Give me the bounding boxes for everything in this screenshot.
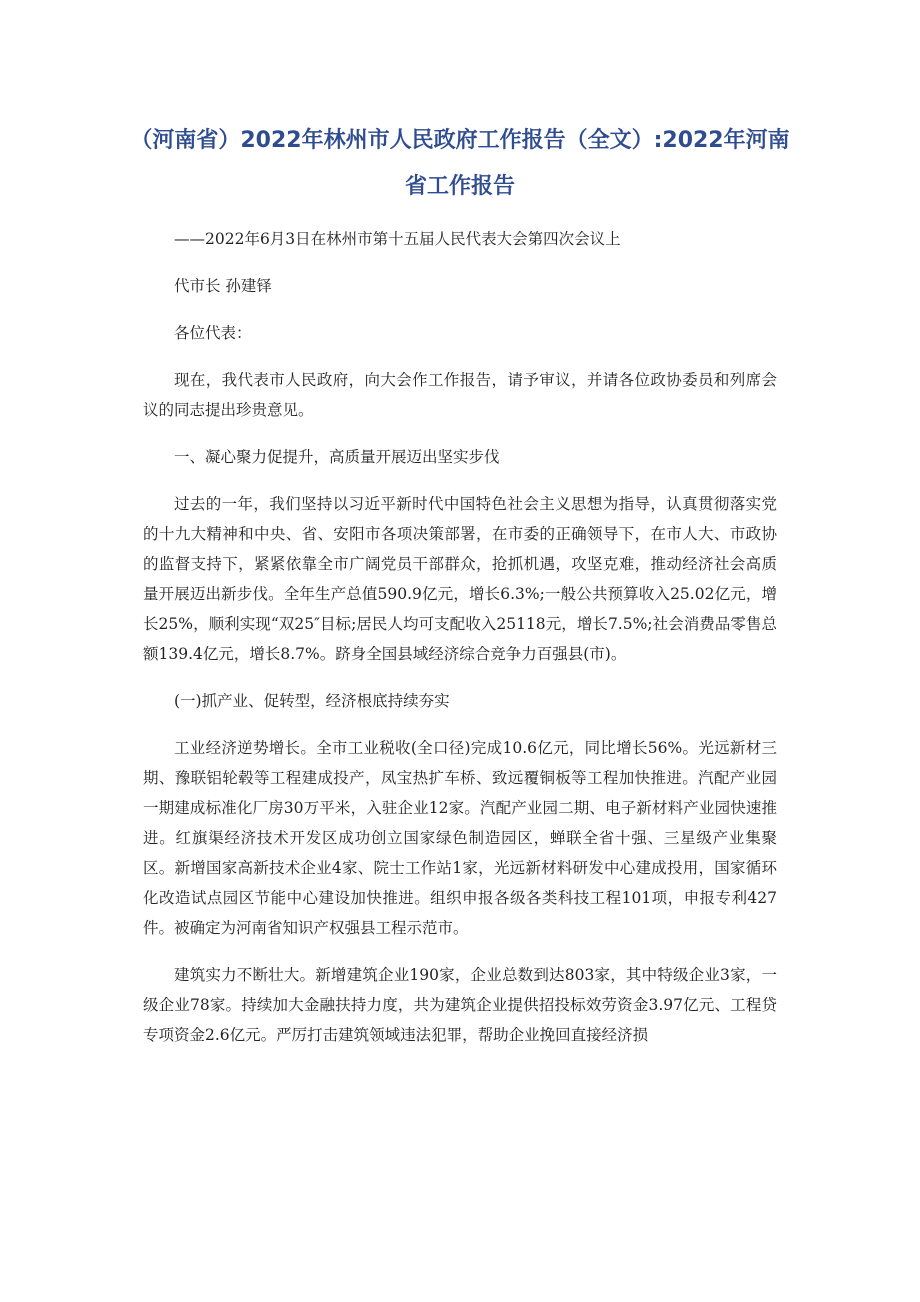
document-title: （河南省）2022年林州市人民政府工作报告（全文）:2022年河南省工作报告 (130, 128, 790, 199)
salutation: 各位代表： (174, 324, 252, 342)
paragraph: 过去的一年，我们坚持以习近平新时代中国特色社会主义思想为指导，认真贯彻落实党的十九大精神和中央、省、安阳市各项决策部署，在市委的正确领导下，在市人大、市政协的监督支持下，紧紧依靠全市广阔党员干部群众，抢抓机遇，攻坚克难，推动经济社会高质量开展迈出新步伐。全年生产总值590.9亿元，增长6.3%;一般公共预算收入25.02亿元，增长25%，顺利实现“双25″目标;居民人均可支配收入25118元，增长7.5%;社会消费品零售总额139.4亿元，增长8.7%。跻身全国县域经济综合竞争力百强县(市)。 (143, 495, 777, 663)
paragraph: 建筑实力不断壮大。新增建筑企业190家，企业总数到达803家，其中特级企业3家，一级企业78家。持续加大金融扶持力度，共为建筑企业提供招投标效劳资金3.97亿元、工程贷专项资金2.6亿元。严厉打击建筑领域违法犯罪，帮助企业挽回直接经济损 (143, 966, 777, 1044)
paragraph: 现在，我代表市人民政府，向大会作工作报告，请予审议，并请各位政协委员和列席会议的同志提出珍贵意见。 (143, 371, 777, 419)
speaker-line: 代市长 孙建铎 (174, 277, 272, 295)
subsection-heading: (一)抓产业、促转型，经济根底持续夯实 (174, 692, 450, 710)
paragraph: 工业经济逆势增长。全市工业税收(全口径)完成10.6亿元，同比增长56%。光远新材三期、豫联铝轮毂等工程建成投产，凤宝热扩车桥、致远覆铜板等工程加快推进。汽配产业园一期建成标准化厂房30万平米，入驻企业12家。汽配产业园二期、电子新材料产业园快速推进。红旗渠经济技术开发区成功创立国家绿色制造园区，蝉联全省十强、三星级产业集聚区。新增国家高新技术企业4家、院士工作站1家，光远新材料研发中心建成投用，国家循环化改造试点园区节能中心建设加快推进。组织申报各级各类科技工程101项，申报专利427件。被确定为河南省知识产权强县工程示范市。 (143, 739, 777, 937)
document-body (143, 224, 777, 1067)
section-heading: 一、凝心聚力促提升，高质量开展迈出坚实步伐 (174, 448, 500, 466)
subtitle-date-line: ——2022年6月3日在林州市第十五届人民代表大会第四次会议上 (174, 230, 621, 248)
